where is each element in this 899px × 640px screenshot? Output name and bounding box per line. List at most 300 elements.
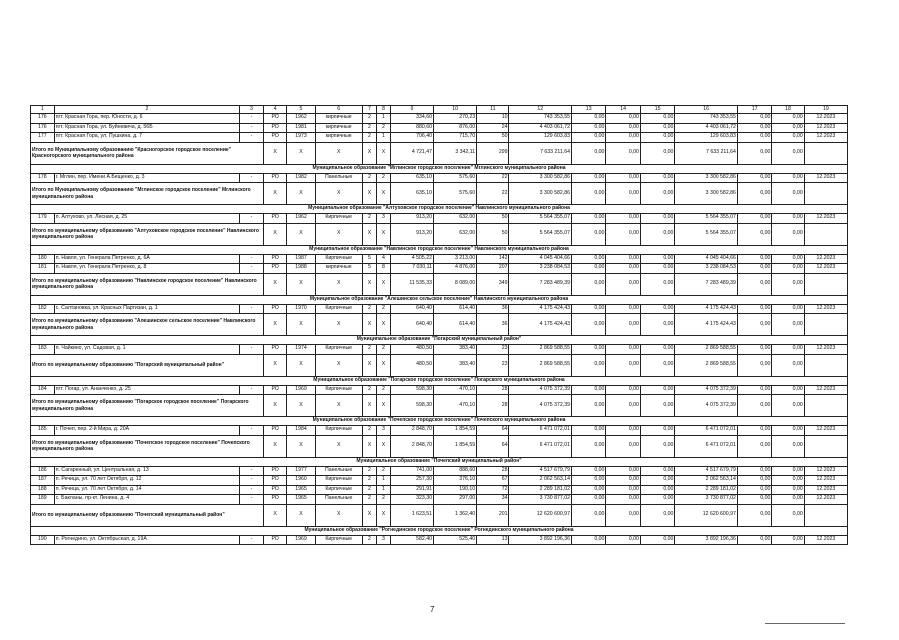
subtotal-cell [804, 314, 847, 336]
table-cell: 129 603,83 [675, 133, 738, 143]
table-cell: 0,00 [571, 385, 605, 395]
table-cell: 0,00 [772, 123, 804, 133]
subtotal-cell: 22 [477, 183, 509, 205]
table-cell: РО [263, 123, 287, 133]
table-cell: 0,00 [571, 114, 605, 124]
table-cell: 0,00 [606, 426, 640, 436]
table-cell: 4 517 679,79 [509, 466, 572, 476]
subtotal-cell: 0,00 [606, 273, 640, 295]
section-title: Муниципальное образование "Погарский муниципальный район" [31, 336, 848, 345]
table-cell: 0,00 [606, 123, 640, 133]
table-cell: 5 [362, 264, 376, 274]
subtotal-cell: 0,00 [737, 354, 771, 376]
table-cell: 12.2023 [804, 466, 847, 476]
table-cell: 183 [31, 345, 55, 355]
table-cell: 12.2023 [804, 254, 847, 264]
table-cell: - [240, 304, 264, 314]
table-cell: 4 075 372,39 [675, 385, 738, 395]
table-cell: 0,00 [772, 254, 804, 264]
table-cell: - [240, 345, 264, 355]
subtotal-cell [804, 273, 847, 295]
table-cell: 0,00 [571, 214, 605, 224]
table-cell: 2 [362, 466, 376, 476]
table-cell: 1 [376, 114, 390, 124]
subtotal-cell: X [287, 223, 315, 245]
table-cell: 614,40 [434, 304, 477, 314]
table-cell: Панельные [315, 466, 362, 476]
table-cell: 1970 [287, 304, 315, 314]
subtotal-cell: 4 075 372,39 [509, 395, 572, 417]
subtotal-cell: X [287, 395, 315, 417]
table-cell: 0,00 [772, 345, 804, 355]
table-cell: 187 [31, 476, 55, 486]
subtotal-cell: 28 [477, 395, 509, 417]
subtotal-cell: X [362, 183, 376, 205]
subtotal-cell: X [362, 314, 376, 336]
subtotal-cell: 11 535,33 [390, 273, 433, 295]
subtotal-cell: 0,00 [737, 223, 771, 245]
subtotal-cell: 4 075 372,39 [675, 395, 738, 417]
table-cell: 0,00 [640, 304, 674, 314]
table-cell: 0,00 [772, 304, 804, 314]
table-cell: 0,00 [772, 426, 804, 436]
table-cell: 3 [376, 214, 390, 224]
subtotal-cell: 299 [477, 142, 509, 164]
table-cell: Кирпичные [315, 254, 362, 264]
table-cell: 1965 [287, 495, 315, 505]
table-cell: 0,00 [571, 476, 605, 486]
table-cell: 207 [477, 264, 509, 274]
table-cell: 0,00 [571, 264, 605, 274]
table-cell: 0,00 [606, 476, 640, 486]
subtotal-row [31, 504, 848, 526]
table-cell: 12.2023 [804, 476, 847, 486]
table-cell: 0,00 [606, 495, 640, 505]
table-cell: 2 062 563,14 [509, 476, 572, 486]
subtotal-cell: X [287, 504, 315, 526]
table-cell: 182 [31, 304, 55, 314]
subtotal-cell: 7 633 211,64 [675, 142, 738, 164]
subtotal-cell: 0,00 [571, 273, 605, 295]
table-cell: 3 730 877,02 [675, 495, 738, 505]
table-cell: 1962 [287, 114, 315, 124]
subtotal-cell: X [376, 504, 390, 526]
subtotal-cell: X [315, 142, 362, 164]
subtotal-cell: 12 620 600,97 [509, 504, 572, 526]
table-cell: - [240, 133, 264, 143]
table-cell: 0,00 [606, 173, 640, 183]
column-number-cell: 9 [390, 106, 433, 114]
table-cell: 4 [376, 254, 390, 264]
table-cell: 0,00 [640, 385, 674, 395]
table-row [31, 535, 848, 545]
table-cell: - [240, 173, 264, 183]
table-cell: - [240, 466, 264, 476]
table-cell: п. Алтухово, ул. Лесная, д. 25 [54, 214, 239, 224]
subtotal-cell [804, 183, 847, 205]
table-cell: Кирпичные [315, 485, 362, 495]
table-cell: - [240, 214, 264, 224]
table-cell: п. Речица, ул. 70 лет Октября, д. 14 [54, 485, 239, 495]
table-cell: 0,00 [737, 495, 771, 505]
table-cell: кирпичные [315, 264, 362, 274]
table-cell: 0,00 [571, 535, 605, 545]
table-cell: 0,00 [640, 254, 674, 264]
subtotal-cell: 0,00 [737, 142, 771, 164]
subtotal-row [31, 142, 848, 164]
subtotal-cell: 470,10 [434, 395, 477, 417]
table-cell: 2 [362, 495, 376, 505]
subtotal-cell: 4 175 424,43 [509, 314, 572, 336]
table-row [31, 214, 848, 224]
subtotal-cell: 201 [477, 504, 509, 526]
table-cell: 0,00 [606, 264, 640, 274]
table-cell: с. Салтановка, ул. Красных Партизан, д. 1 [54, 304, 239, 314]
subtotal-cell: X [376, 395, 390, 417]
table-cell: 190 [31, 535, 55, 545]
subtotal-cell: 640,40 [390, 314, 433, 336]
table-cell: 22 [477, 173, 509, 183]
table-cell: кирпичные [315, 133, 362, 143]
table-cell: 0,00 [640, 114, 674, 124]
subtotal-cell: X [362, 273, 376, 295]
subtotal-label: Итого по муниципальному образованию "Почепский муниципальный район" [31, 504, 264, 526]
subtotal-cell: 0,00 [737, 314, 771, 336]
table-cell: 4 045 404,66 [675, 254, 738, 264]
table-row [31, 466, 848, 476]
table-cell: 190,10 [434, 485, 477, 495]
table-cell: 715,70 [434, 133, 477, 143]
subtotal-cell: 2 869 588,55 [509, 354, 572, 376]
subtotal-cell: 0,00 [772, 183, 804, 205]
subtotal-cell: X [287, 142, 315, 164]
table-cell: 67 [477, 476, 509, 486]
subtotal-cell: X [315, 273, 362, 295]
subtotal-cell: 614,40 [434, 314, 477, 336]
table-cell: 2 [362, 385, 376, 395]
table-cell: - [240, 114, 264, 124]
subtotal-cell: 0,00 [571, 354, 605, 376]
subtotal-cell: 2 869 588,55 [675, 354, 738, 376]
table-cell: Кирпичные [315, 385, 362, 395]
table-cell: РО [263, 214, 287, 224]
subtotal-cell: 575,60 [434, 183, 477, 205]
table-cell: 0,00 [571, 345, 605, 355]
subtotal-cell: 913,20 [390, 223, 433, 245]
column-number-cell: 6 [315, 106, 362, 114]
table-cell: РО [263, 114, 287, 124]
table-cell: РО [263, 466, 287, 476]
subtotal-cell: 3 300 582,86 [509, 183, 572, 205]
table-cell: 1984 [287, 426, 315, 436]
subtotal-row [31, 435, 848, 457]
table-cell: 2 869 588,55 [509, 345, 572, 355]
table-cell: РО [263, 345, 287, 355]
table-cell: РО [263, 476, 287, 486]
subtotal-cell: 23 [477, 354, 509, 376]
table-cell: 4 876,00 [434, 264, 477, 274]
subtotal-cell: 8 089,00 [434, 273, 477, 295]
table-cell: 12.2023 [804, 345, 847, 355]
table-cell: 178 [31, 173, 55, 183]
table-cell: 2 [376, 466, 390, 476]
subtotal-cell [804, 142, 847, 164]
table-row [31, 123, 848, 133]
table-cell: 2 [362, 133, 376, 143]
column-number-cell: 2 [54, 106, 239, 114]
table-cell: 0,00 [606, 133, 640, 143]
table-cell: РО [263, 264, 287, 274]
subtotal-row [31, 273, 848, 295]
subtotal-cell: X [263, 273, 287, 295]
table-cell: 186 [31, 466, 55, 476]
subtotal-cell: 7 283 489,39 [675, 273, 738, 295]
table-cell: 0,00 [571, 173, 605, 183]
table-cell: 0,00 [772, 264, 804, 274]
table-cell: пгт. Погар, ул. Ананченко, д. 25 [54, 385, 239, 395]
table-cell: 12.2023 [804, 426, 847, 436]
table-cell: 0,00 [772, 485, 804, 495]
table-cell: 176 [31, 123, 55, 133]
table-cell: РО [263, 426, 287, 436]
subtotal-cell: 0,00 [571, 142, 605, 164]
table-cell: 1965 [287, 485, 315, 495]
table-row [31, 114, 848, 124]
table-cell: 179 [31, 214, 55, 224]
table-cell: 12.2023 [804, 173, 847, 183]
table-cell: 0,00 [571, 426, 605, 436]
table-cell: 0,00 [640, 345, 674, 355]
table-row [31, 264, 848, 274]
subtotal-cell: 0,00 [737, 273, 771, 295]
column-number-cell: 12 [509, 106, 572, 114]
table-cell: 2 [362, 214, 376, 224]
table-cell: 28 [477, 385, 509, 395]
subtotal-cell [804, 354, 847, 376]
subtotal-cell: 0,00 [571, 223, 605, 245]
section-title: Муниципальное образование "Алтуховское городское поселение" Навлинского муниципального района [31, 205, 848, 214]
table-cell: 1 854,59 [434, 426, 477, 436]
table-cell: 2 062 563,14 [675, 476, 738, 486]
table-cell: 0,00 [571, 495, 605, 505]
table-cell: 0,00 [606, 304, 640, 314]
table-cell: 6 471 072,01 [509, 426, 572, 436]
subtotal-cell: 383,40 [434, 354, 477, 376]
table-cell: 0,00 [737, 214, 771, 224]
subtotal-cell: 0,00 [606, 354, 640, 376]
section-header-row [31, 417, 848, 426]
table-cell: 575,60 [434, 173, 477, 183]
table-cell: 36 [477, 304, 509, 314]
table-cell: 0,00 [606, 535, 640, 545]
column-number-cell: 1 [31, 106, 55, 114]
table-cell: 5 564 355,07 [675, 214, 738, 224]
table-cell: Панельные [315, 173, 362, 183]
column-number-cell: 10 [434, 106, 477, 114]
table-cell: 2 [362, 476, 376, 486]
table-cell: 2 [376, 304, 390, 314]
table-cell: 4 505,22 [390, 254, 433, 264]
table-cell: 2 [376, 345, 390, 355]
table-cell: Кирпичные [315, 476, 362, 486]
table-cell: 0,00 [571, 133, 605, 143]
section-header-row [31, 336, 848, 345]
subtotal-cell: X [263, 223, 287, 245]
table-cell: 129 603,83 [509, 133, 572, 143]
subtotal-cell: 0,00 [640, 273, 674, 295]
table-cell: 2 869 588,55 [675, 345, 738, 355]
table-cell: 0,00 [571, 485, 605, 495]
subtotal-cell: X [287, 354, 315, 376]
table-cell: 2 289 181,02 [675, 485, 738, 495]
table-cell: 743 353,55 [675, 114, 738, 124]
table-cell: 28 [477, 466, 509, 476]
table-cell: 0,00 [772, 535, 804, 545]
subtotal-cell: 50 [477, 223, 509, 245]
subtotal-cell: 0,00 [640, 142, 674, 164]
table-cell: 888,60 [434, 466, 477, 476]
table-cell: 185 [31, 426, 55, 436]
table-cell: 13 [477, 535, 509, 545]
subtotal-cell: X [376, 435, 390, 457]
table-cell: 0,00 [737, 254, 771, 264]
table-header-row [31, 106, 848, 114]
subtotal-label: Итого по муниципальному образованию "Навлинское городское поселение" Навлинского муниципального района [31, 273, 264, 295]
subtotal-cell: 1 854,59 [434, 435, 477, 457]
table-cell: 1981 [287, 123, 315, 133]
subtotal-cell: 0,00 [640, 223, 674, 245]
subtotal-cell: 6 471 072,01 [675, 435, 738, 457]
subtotal-cell: 0,00 [772, 273, 804, 295]
table-cell: - [240, 485, 264, 495]
table-cell: - [240, 254, 264, 264]
subtotal-cell: 1 362,40 [434, 504, 477, 526]
table-row [31, 385, 848, 395]
table-cell: 4 175 424,43 [509, 304, 572, 314]
table-cell: 3 [376, 535, 390, 545]
subtotal-cell: X [376, 354, 390, 376]
table-cell: 1969 [287, 535, 315, 545]
table-cell: 2 [376, 495, 390, 505]
subtotal-cell: 0,00 [571, 504, 605, 526]
table-cell: 1982 [287, 173, 315, 183]
table-cell: 1 [376, 476, 390, 486]
subtotal-cell: 4 175 424,43 [675, 314, 738, 336]
table-cell: 0,00 [772, 114, 804, 124]
subtotal-cell: 2 848,70 [390, 435, 433, 457]
table-row [31, 345, 848, 355]
table-cell: 2 [362, 114, 376, 124]
table-cell: 291,91 [390, 485, 433, 495]
footer-divider [765, 623, 845, 624]
table-cell: 0,00 [772, 476, 804, 486]
table-cell: 2 [362, 485, 376, 495]
table-cell: кирпичные [315, 123, 362, 133]
table-cell: п. Чайкино, ул. Садовая, д. 1 [54, 345, 239, 355]
section-header-row [31, 205, 848, 214]
table-cell: 0,00 [640, 123, 674, 133]
table-cell: 525,40 [434, 535, 477, 545]
table-cell: Кирпичные [315, 426, 362, 436]
table-cell: 2 [362, 426, 376, 436]
table-cell: РО [263, 495, 287, 505]
subtotal-cell: 0,00 [640, 435, 674, 457]
table-cell: 50 [477, 214, 509, 224]
table-cell: 876,00 [434, 123, 477, 133]
table-row [31, 304, 848, 314]
table-cell: пгт. Красная Гора, ул. Пушкина, д. 7 [54, 133, 239, 143]
subtotal-cell: 0,00 [640, 395, 674, 417]
section-title: Муниципальное образование "Почепский муниципальный район" [31, 457, 848, 466]
table-cell: Кирпичные [315, 304, 362, 314]
subtotal-cell: X [362, 142, 376, 164]
subtotal-cell: X [376, 223, 390, 245]
subtotal-cell: 0,00 [772, 395, 804, 417]
subtotal-cell: 0,00 [606, 504, 640, 526]
subtotal-cell: 3 342,11 [434, 142, 477, 164]
table-cell: 34 [477, 495, 509, 505]
subtotal-cell: X [315, 354, 362, 376]
subtotal-cell: X [315, 395, 362, 417]
subtotal-cell: X [263, 314, 287, 336]
table-cell: 0,00 [640, 264, 674, 274]
table-cell: 5 [362, 254, 376, 264]
table-cell: 2 848,70 [390, 426, 433, 436]
table-cell: 24 [477, 123, 509, 133]
table-cell: 0,00 [772, 495, 804, 505]
table-cell: 2 289 181,02 [509, 485, 572, 495]
table-cell: 5 564 355,07 [509, 214, 572, 224]
table-cell: 582,40 [390, 535, 433, 545]
table-cell: кирпичные [315, 114, 362, 124]
table-cell: 12.2023 [804, 114, 847, 124]
register-table-container [30, 105, 848, 545]
table-cell: 2 [362, 345, 376, 355]
subtotal-cell: X [263, 183, 287, 205]
table-cell: 383,40 [434, 345, 477, 355]
subtotal-cell: 4 721,47 [390, 142, 433, 164]
table-cell: Кирпичные [315, 214, 362, 224]
column-number-cell: 17 [737, 106, 771, 114]
table-cell: 1987 [287, 254, 315, 264]
subtotal-cell: X [263, 354, 287, 376]
subtotal-row [31, 223, 848, 245]
table-cell: пгт. Красная Гора, пер. Юности, д. 6 [54, 114, 239, 124]
column-number-cell: 3 [240, 106, 264, 114]
subtotal-cell: 64 [477, 435, 509, 457]
subtotal-cell: X [287, 435, 315, 457]
table-cell: 184 [31, 385, 55, 395]
subtotal-label: Итого по муниципальному образованию "Погарское городское поселение" Погарского муниципального района [31, 395, 264, 417]
subtotal-cell: X [362, 435, 376, 457]
subtotal-cell: X [315, 435, 362, 457]
table-cell: - [240, 264, 264, 274]
subtotal-cell: X [376, 314, 390, 336]
table-cell: 6 471 072,01 [675, 426, 738, 436]
table-cell: 189 [31, 495, 55, 505]
section-title: Муниципальное образование "Алешинское сельское поселение" Навлинского муниципального района [31, 295, 848, 304]
table-cell: 0,00 [606, 214, 640, 224]
subtotal-cell: X [376, 183, 390, 205]
subtotal-cell: 0,00 [772, 142, 804, 164]
table-cell: 0,00 [772, 173, 804, 183]
subtotal-row [31, 183, 848, 205]
table-cell: 8 [376, 264, 390, 274]
subtotal-cell: 7 633 211,64 [509, 142, 572, 164]
subtotal-cell: 0,00 [606, 395, 640, 417]
table-cell: 1 [376, 133, 390, 143]
subtotal-cell: 0,00 [772, 223, 804, 245]
